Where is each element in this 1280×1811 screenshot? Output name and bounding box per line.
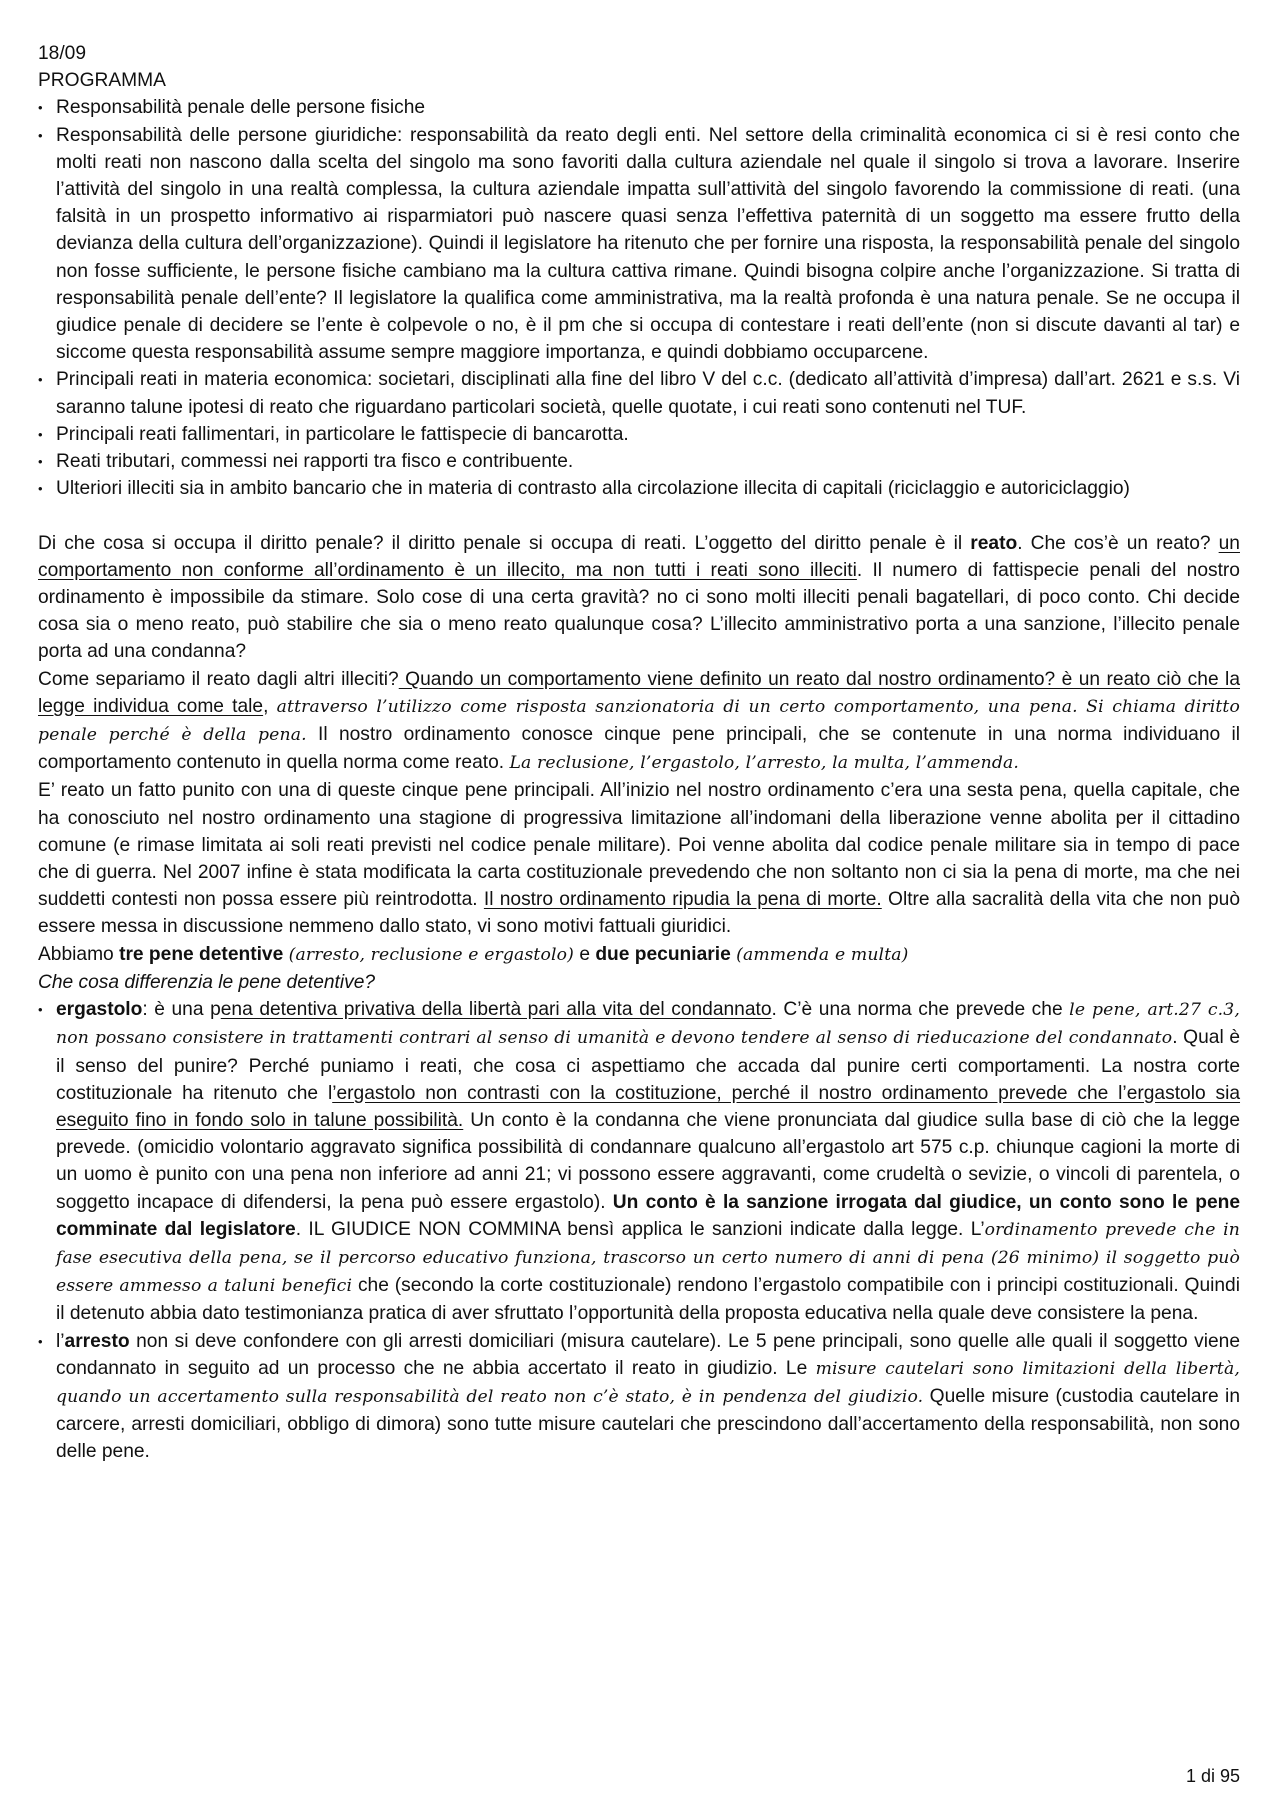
list-item: • Principali reati fallimentari, in particolare le fattispecie di bancarotta. [38, 421, 1240, 448]
list-item: • l’arresto non si deve confondere con gli arresti domiciliari (misura cautelare). Le 5 pene principali, sono quelle alle quali il soggetto viene condannato in seguito ad un processo che ne abbia accertato il reato in giudizio. Le misure cautelari sono limitazioni della libertà, quando un accertamento sulla responsabilità del reato non c’è stato, è in pendenza del giudizio. Quelle misure (custodia cautelare in carcere, arresti domiciliari, obbligo di dimora) sono tutte misure cautelari che prescindono dall’accertamento della responsabilità, non sono delle pene. [38, 1328, 1240, 1466]
paragraph: E’ reato un fatto punito con una di queste cinque pene principali. All’inizio nel nostro ordinamento c’era una sesta pena, quella capitale, che ha conosciuto nel nostro ordinamento una stagione di progressiva limitazione all’indomani della liberazione venne abolita per il cittadino comune (e rimase limitata ai soli reati previsti nel codice penale militare). Poi venne abolita dal codice penale militare sia in tempo di pace che di guerra. Nel 2007 infine è stata modificata la carta costituzionale prevedendo che non soltanto non ci sia la pena di morte, ma che nei suddetti contesti non possa essere più reintrodotta. Il nostro ordinamento ripudia la pena di morte. Oltre alla sacralità della vita che non può essere messa in discussione nemmeno dallo stato, vi sono motivi fattuali giuridici. [38, 780, 1241, 938]
program-list [38, 94, 1240, 502]
question-line: Che cosa differenzia le pene detentive? [38, 971, 376, 993]
list-item: • Reati tributari, commessi nei rapporti tra fisco e contribuente. [38, 448, 1240, 475]
paragraph: Come separiamo il reato dagli altri illeciti? Quando un comportamento viene definito un reato dal nostro ordinamento? è un reato ciò che la legge individua come tale, attraverso l’utilizzo come risposta sanzionatoria di un certo comportamento, una pena. Si chiama diritto penale perché è della pena. Il nostro ordinamento conosce cinque pene principali, che se contenute in una norma individuano il comportamento contenuto in quella norma come reato. La reclusione, l’ergastolo, l’arresto, la multa, l’ammenda. [38, 668, 1240, 774]
list-item: • Principali reati in materia economica: societari, disciplinati alla fine del libro V del c.c. (dedicato all’attività d’impresa) dall’art. 2621 e s.s. Vi saranno talune ipotesi di reato che riguardano particolari società, quelle quotate, i cui reati sono contenuti nel TUF. [38, 366, 1240, 420]
section-title: PROGRAMMA [38, 70, 166, 92]
document-body [38, 40, 1240, 1466]
date-line: 18/09 [38, 43, 87, 64]
list-item: • Responsabilità penale delle persone fisiche [38, 94, 1240, 121]
list-item: • Responsabilità delle persone giuridiche: responsabilità da reato degli enti. Nel settore della criminalità economica ci si è resi conto che molti reati non nascono dalla scelta del singolo ma sono favoriti dalla cultura aziendale nel quale il singolo si trova a lavorare. Inserire l’attività del singolo in una realtà complessa, la cultura aziendale impatta sull’attività del singolo favorendo la commissione di reati. (una falsità in un prospetto informativo ai risparmiatori può nascere quasi senza l’effettiva paternità di un soggetto ma essere frutto della devianza della cultura dell’organizzazione). Quindi il legislatore ha ritenuto che per fornire una risposta, la responsabilità penale del singolo non fosse sufficiente, le persone fisiche cambiano ma la cultura cattiva rimane. Quindi bisogna colpire anche l’organizzazione. Si tratta di responsabilità penale dell’ente? Il legislatore la qualifica come amministrativa, ma la realtà profonda è una natura penale. Se ne occupa il giudice penale di decidere se l’ente è colpevole o no, è il pm che si occupa di contestare i reati dell’ente (non si discute davanti al tar) e siccome questa responsabilità assume sempre maggiore importanza, e quindi dobbiamo occuparcene. [38, 122, 1240, 367]
paragraph: Di che cosa si occupa il diritto penale? il diritto penale si occupa di reati. L’oggetto del diritto penale è il reato. Che cos’è un reato? un comportamento non conforme all’ordinamento è un illecito, ma non tutti i reati sono illeciti. Il numero di fattispecie penali del nostro ordinamento è impossibile da stimare. Solo cose di una certa gravità? no ci sono molti illeciti penali bagatellari, di poco conto. Chi decide cosa sia o meno reato, può stabilire che sia o meno reato qualunque cosa? L’illecito amministrativo porta a una sanzione, l’illecito penale porta ad una condanna? [38, 532, 1240, 663]
list-item: • Ulteriori illeciti sia in ambito bancario che in materia di contrasto alla circolazione illecita di capitali (riciclaggio e autoriciclaggio) [38, 475, 1240, 502]
page-number: 1 di 95 [1185, 1766, 1240, 1786]
penalty-list [38, 996, 1240, 1465]
paragraph: Abbiamo tre pene detentive (arresto, reclusione e ergastolo) e due pecuniarie (ammenda e multa) [38, 943, 909, 965]
blank-line [38, 502, 1240, 529]
list-item: • ergastolo: è una pena detentiva privativa della libertà pari alla vita del condannato. C’è una norma che prevede che le pene, art.27 c.3, non possano consistere in trattamenti contrari al senso di umanità e devono tendere al senso di rieducazione del condannato. Qual è il senso del punire? Perché puniamo i reati, che cosa ci aspettiamo che accada dal punire certi comportamenti. La nostra corte costituzionale ha ritenuto che l’ergastolo non contrasti con la costituzione, perché il nostro ordinamento prevede che l’ergastolo sia eseguito fino in fondo solo in talune possibilità. Un conto è la condanna che viene pronunciata dal giudice sulla base di ciò che la legge prevede. (omicidio volontario aggravato significa possibilità di condannare qualcuno all’ergastolo art 575 c.p. chiunque cagioni la morte di un uomo è punito con una pena non inferiore ad anni 21; vi possono essere aggravanti, come crudeltà o sevizie, o vincoli di parentela, o soggetto incapace di difendersi, la pena può essere ergastolo). Un conto è la sanzione irrogata dal giudice, un conto sono le pene comminate dal legislatore. IL GIUDICE NON COMMINA bensì applica le sanzioni indicate dalla legge. L’ordinamento prevede che in fase esecutiva della pena, se il percorso educativo funziona, trascorso un certo numero di anni di pena (26 minimo) il soggetto può essere ammesso a taluni benefici che (secondo la corte costituzionale) rendono l’ergastolo compatibile con i principi costituzionali. Quindi il detenuto abbia dato testimonianza pratica di aver sfruttato l’opportunità della proposta educativa nella quale deve consistere la pena. [38, 996, 1240, 1327]
